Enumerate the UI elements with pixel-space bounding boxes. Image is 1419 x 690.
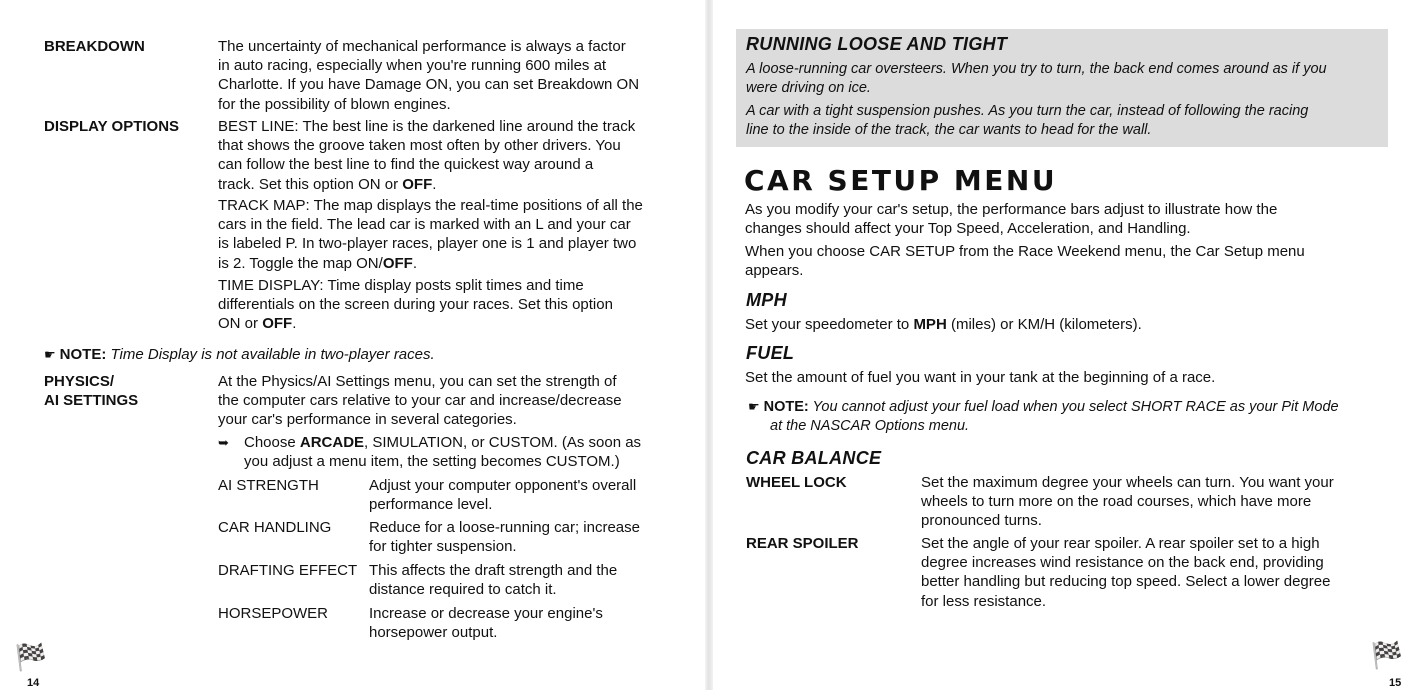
ai-strength-term: AI STRENGTH [218, 477, 319, 494]
tight-paragraph: A car with a tight suspension pushes. As you turn the car, instead of following the racing line to the inside of the track, the car wants to head for the wall. [746, 103, 1309, 138]
physics-term: PHYSICS/ AI SETTINGS [44, 373, 139, 410]
mph-heading: MPH [746, 290, 787, 310]
best-line-description: BEST LINE: The best line is the darkened line around the track that shows the groove taken most often by other drivers. You can follow the best line to find the quickest way around a track. Set this option ON or OFF. [218, 118, 636, 193]
car-handling-term: CAR HANDLING [218, 519, 332, 536]
hand-pointer-icon: ☛ [748, 399, 760, 414]
rear-spoiler-description: Set the angle of your rear spoiler. A rear spoiler set to a high degree increases wind resistance on the back end, providing better handling but reducing top speed. Select a lower degree for less resistance. [921, 535, 1331, 610]
display-options-term: DISPLAY OPTIONS [44, 118, 180, 135]
checkered-flag-icon: 🏁 [1370, 640, 1404, 670]
car-handling-description: Reduce for a loose-running car; increase for tighter suspension. [369, 519, 640, 556]
fuel-heading: FUEL [746, 343, 795, 363]
drafting-effect-description: This affects the draft strength and the distance required to catch it. [369, 562, 618, 599]
checkered-flag-icon: 🏁 [14, 642, 48, 672]
page-number-left: 14 [27, 677, 40, 689]
arrow-bullet-icon: ➥ [218, 435, 229, 450]
time-display-description: TIME DISPLAY: Time display posts split times and time differentials on the screen during your races. Set this option ON or OFF. [218, 277, 613, 333]
physics-description: At the Physics/AI Settings menu, you can set the strength of the computer cars relative to your car and increase/decrease your car's performance in several categories. [218, 373, 622, 429]
car-balance-heading: CAR BALANCE [746, 448, 882, 468]
breakdown-description: The uncertainty of mechanical performance is always a factor in auto racing, especially when you're running 600 miles at Charlotte. If you have Damage ON, you can set Breakdown ON for the possibility of blown engines. [218, 38, 640, 113]
loose-paragraph: A loose-running car oversteers. When you try to turn, the back end comes around as if you were driving on ice. [746, 61, 1327, 96]
wheel-lock-description: Set the maximum degree your wheels can turn. You want your wheels to turn more on the road courses, which have more pronounced turns. [921, 474, 1334, 530]
page-number-right: 15 [1389, 677, 1402, 689]
fuel-description: Set the amount of fuel you want in your tank at the beginning of a race. [745, 369, 1216, 386]
page-title: CAR SETUP MENU [744, 164, 1058, 197]
horsepower-description: Increase or decrease your engine's horsepower output. [369, 605, 603, 642]
fuel-note: ☛ NOTE: You cannot adjust your fuel load when you select SHORT RACE as your Pit Mode at the NASCAR Options menu. [748, 399, 1339, 434]
mph-description: Set your speedometer to MPH (miles) or KM/H (kilometers). [745, 316, 1142, 333]
intro-paragraph-1: As you modify your car's setup, the performance bars adjust to illustrate how the changes should affect your Top Speed, Acceleration, and Handling. [745, 201, 1278, 238]
rear-spoiler-term: REAR SPOILER [746, 535, 859, 552]
intro-paragraph-2: When you choose CAR SETUP from the Race Weekend menu, the Car Setup menu appears. [745, 243, 1305, 280]
horsepower-term: HORSEPOWER [218, 605, 329, 622]
breakdown-term: BREAKDOWN [44, 38, 145, 55]
right-page [713, 0, 1419, 690]
left-page [0, 0, 705, 690]
track-map-description: TRACK MAP: The map displays the real-time positions of all the cars in the field. The lead car is marked with an L and your car is labeled P. In two-player races, player one is 1 and player two is 2. Toggle the map ON/OFF. [218, 197, 643, 272]
running-loose-tight-box [736, 29, 1388, 147]
physics-bullet: ➥ Choose ARCADE, SIMULATION, or CUSTOM. (As soon as you adjust a menu item, the setting becomes CUSTOM.) [218, 434, 642, 471]
wheel-lock-term: WHEEL LOCK [746, 474, 847, 491]
drafting-effect-term: DRAFTING EFFECT [218, 562, 358, 579]
page-gutter [705, 0, 713, 690]
ai-strength-description: Adjust your computer opponent's overall performance level. [369, 477, 637, 514]
box-title: RUNNING LOOSE AND TIGHT [746, 34, 1008, 54]
hand-pointer-icon: ☛ [44, 347, 56, 362]
time-display-note: ☛ NOTE: Time Display is not available in two-player races. [44, 346, 435, 363]
